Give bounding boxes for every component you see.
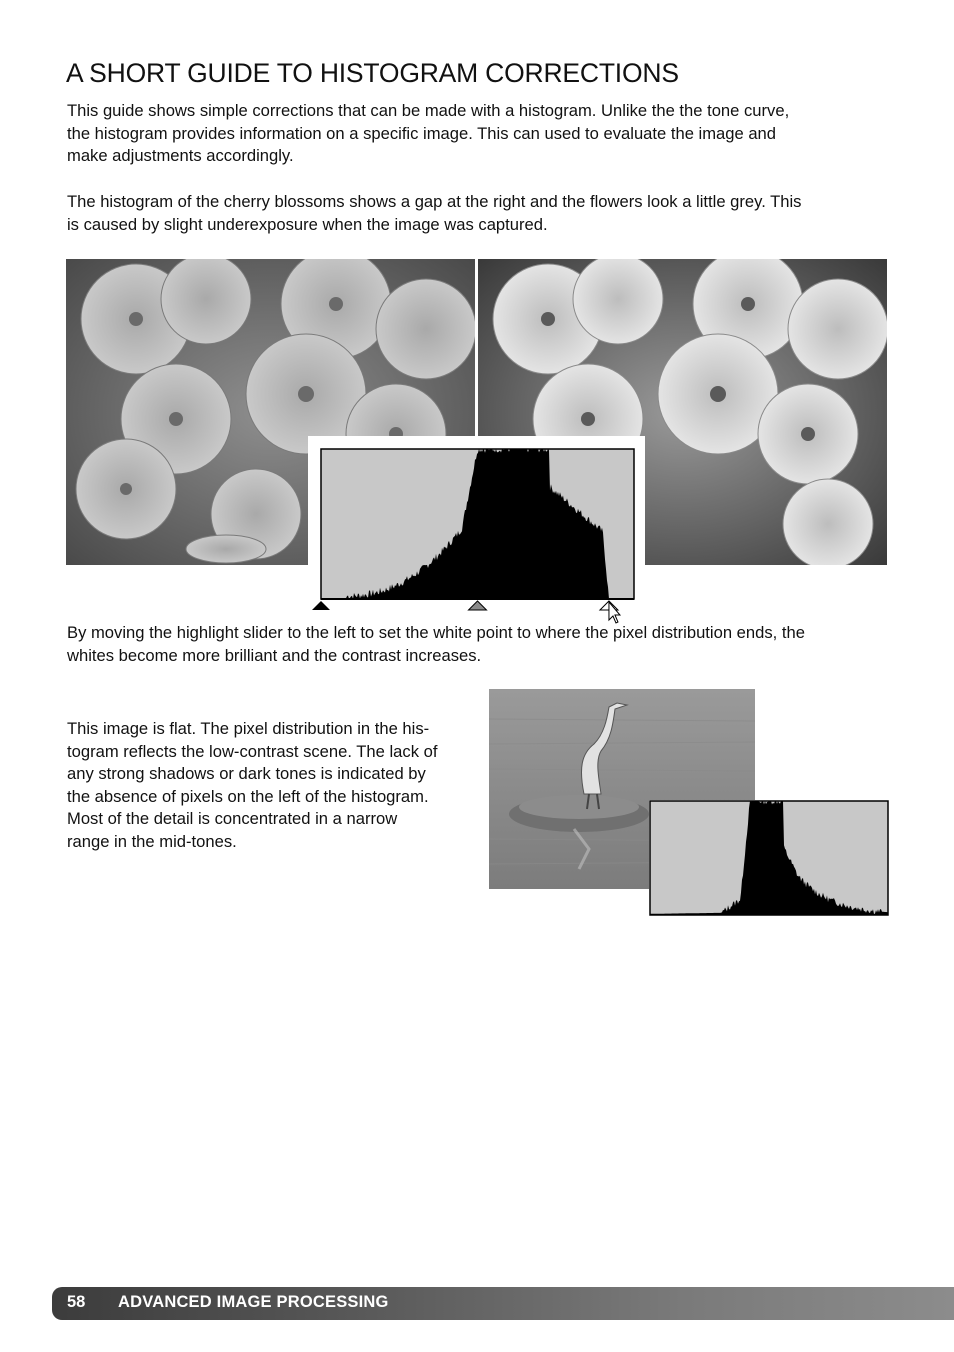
blossom-histogram xyxy=(308,436,645,626)
flat-line-2: togram reflects the low-contrast scene. The lack of xyxy=(67,741,438,761)
page-footer xyxy=(52,1287,954,1320)
flat-line-3: any strong shadows or dark tones is indicated by xyxy=(67,764,426,783)
midtone-slider[interactable] xyxy=(469,601,487,610)
section-title: ADVANCED IMAGE PROCESSING xyxy=(118,1293,389,1311)
page-title: A SHORT GUIDE TO HISTOGRAM CORRECTIONS xyxy=(66,58,679,88)
intro-line-1: This guide shows simple corrections that can be made with a histogram. Unlike the the tone curve, xyxy=(67,101,790,120)
blossoms-paragraph xyxy=(67,191,897,236)
heron-histogram xyxy=(649,800,889,916)
highlight-line-1: By moving the highlight slider to the left to set the white point to where the pixel distribution ends, the xyxy=(67,623,805,642)
intro-line-3: make adjustments accordingly. xyxy=(67,146,294,165)
blossoms-line-1: The histogram of the cherry blossoms shows a gap at the right and the flowers look a little grey. This xyxy=(67,192,802,211)
intro-line-2: the histogram provides information on a specific image. This can used to evaluate the image and xyxy=(67,123,777,143)
flat-line-6: range in the mid-tones. xyxy=(67,831,237,851)
blossoms-line-2: is caused by slight underexposure when the image was captured. xyxy=(67,214,548,234)
intro-paragraph xyxy=(67,100,897,168)
highlight-line-2: whites become more brilliant and the contrast increases. xyxy=(67,645,482,665)
flat-line-5: Most of the detail is concentrated in a narrow xyxy=(67,809,398,828)
page-number: 58 xyxy=(67,1293,86,1311)
highlight-paragraph xyxy=(67,622,897,667)
shadow-slider[interactable] xyxy=(312,601,330,610)
flat-line-4: the absence of pixels on the left of the histogram. xyxy=(67,786,429,806)
cursor-arrow-icon xyxy=(609,602,620,623)
flat-image-paragraph xyxy=(67,718,477,853)
flat-line-1: This image is flat. The pixel distribution in the his- xyxy=(67,719,430,738)
